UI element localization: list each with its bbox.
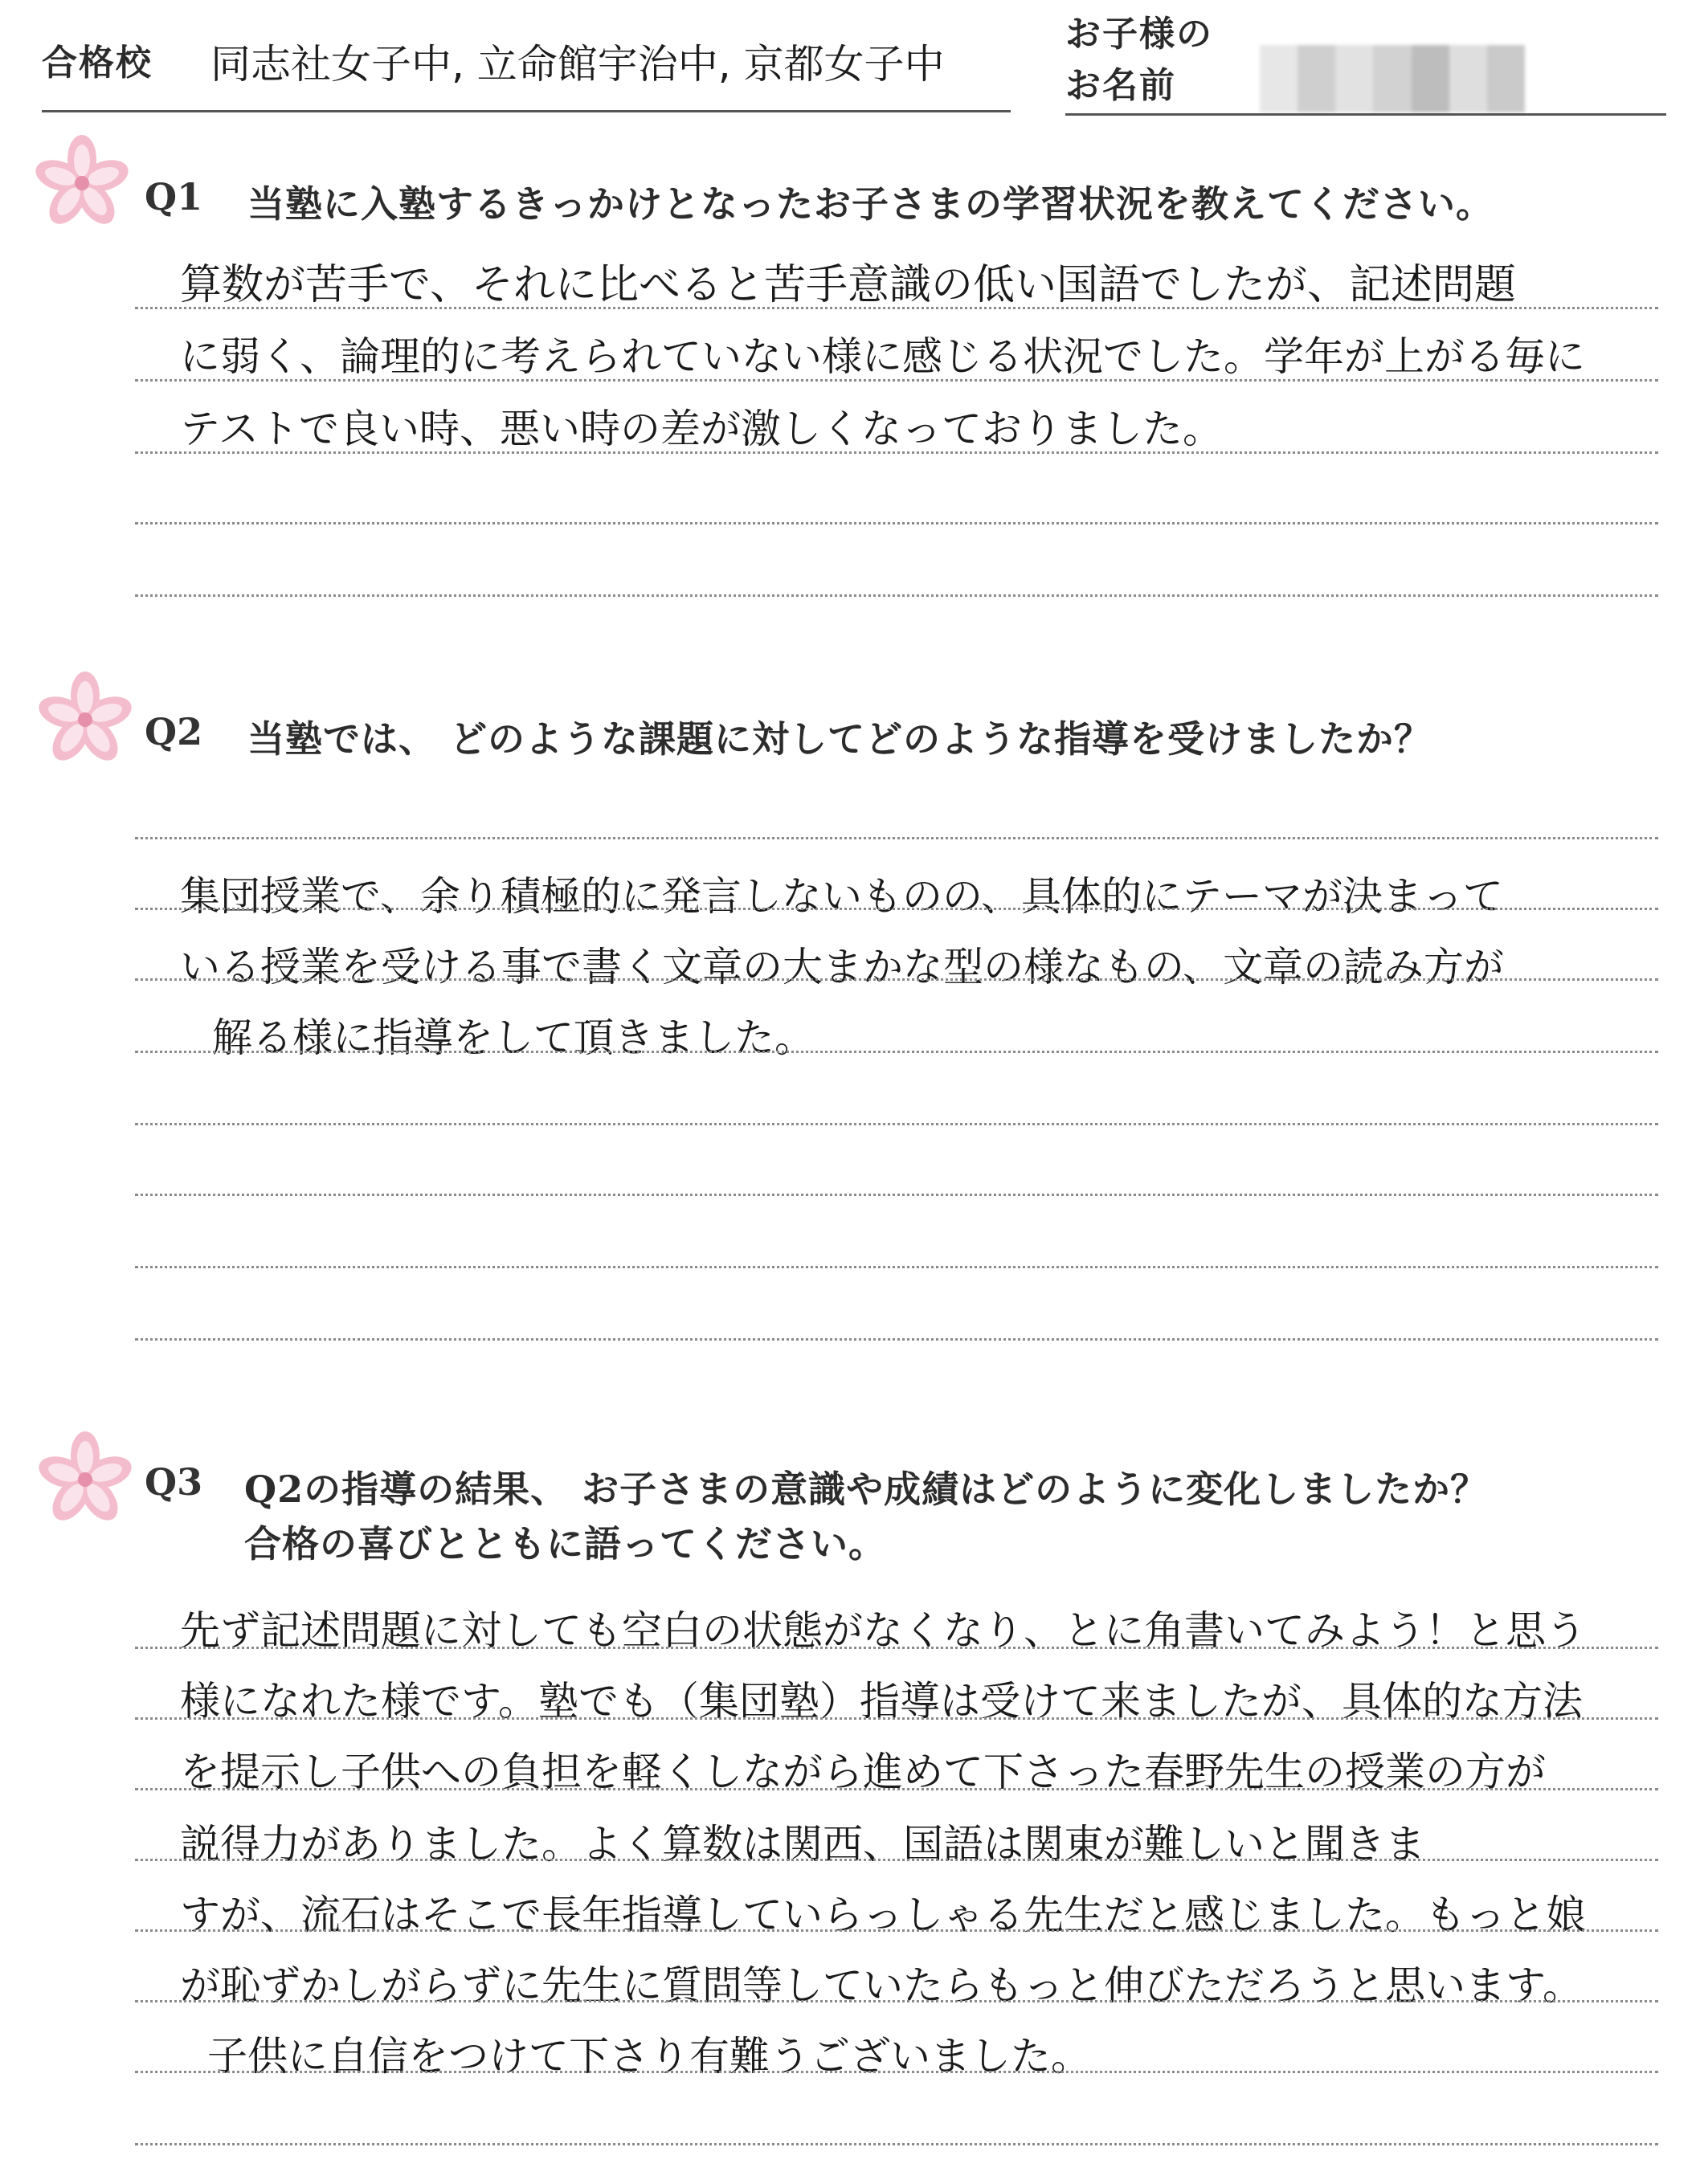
school-label: 合格校: [42, 43, 153, 84]
q3-answer-line-5: すが、流石はそこで長年指導していらっしゃる先生だと感じました。もっと娘: [180, 1892, 1586, 1938]
q3-number: Q3: [145, 1460, 203, 1504]
q1-number: Q1: [145, 175, 203, 218]
answer-rule: [135, 1717, 1658, 1720]
answer-rule: [135, 1194, 1658, 1196]
answer-rule: [135, 379, 1658, 382]
q2-answer-line-1: 集団授業で、余り積極的に発言しないものの、具体的にテーマが決まって: [180, 873, 1503, 920]
answer-rule: [135, 1123, 1658, 1125]
q3-text-line1: Q2の指導の結果、 お子さまの意識や成績はどのように変化しましたか？: [244, 1468, 1489, 1511]
q1-answer-line-3: テストで良い時、悪い時の差が激しくなっておりました。: [180, 406, 1223, 452]
answer-rule: [135, 1051, 1658, 1053]
q3-text-line2: 合格の喜びとともに語ってください。: [244, 1522, 886, 1566]
answer-rule: [135, 1859, 1658, 1861]
q1-text: 当塾に入塾するきっかけとなったお子さまの学習状況を教えてください。: [247, 182, 1494, 226]
answer-rule: [135, 307, 1658, 309]
answer-rule: [135, 522, 1658, 525]
school-value: 同志社女子中, 立命館宇治中, 京都女子中: [210, 41, 945, 88]
answer-rule: [135, 837, 1658, 839]
answer-rule: [135, 2143, 1658, 2145]
q3-answer-line-4: 説得力がありました。よく算数は関西、国語は関東が難しいと聞きま: [180, 1821, 1425, 1868]
name-redaction-mosaic: [1260, 45, 1525, 112]
q3-answer-line-1: 先ず記述問題に対しても空白の状態がなくなり、とに角書いてみよう！と思う: [180, 1607, 1586, 1654]
name-label-line2: お名前: [1065, 65, 1176, 106]
answer-rule: [135, 978, 1658, 981]
answer-rule: [135, 1788, 1658, 1790]
sakura-icon: [35, 670, 135, 770]
sakura-icon: [32, 133, 132, 233]
q3-answer-line-7: 子供に自信をつけて下さり有難うございました。: [207, 2033, 1091, 2080]
q3-answer-line-2: 様になれた様です。塾でも（集団塾）指導は受けて来ましたが、具体的な方法: [180, 1678, 1583, 1725]
q2-answer-line-2: いる授業を受ける事で書く文章の大まかな型の様なもの、文章の読み方が: [180, 944, 1504, 990]
answer-rule: [135, 1647, 1658, 1649]
q2-text: 当塾では、 どのような課題に対してどのような指導を受けましたか？: [247, 717, 1432, 761]
q1-answer-line-1: 算数が苦手で、それに比べると苦手意識の低い国語でしたが、記述問題: [180, 261, 1516, 309]
answer-rule: [135, 908, 1658, 910]
name-label-line1: お子様の: [1065, 14, 1213, 55]
answer-rule: [135, 1929, 1658, 1932]
answer-rule: [135, 2000, 1658, 2002]
answer-rule: [135, 594, 1658, 597]
answer-rule: [135, 1338, 1658, 1341]
answer-rule: [135, 451, 1658, 454]
sakura-icon: [35, 1430, 135, 1529]
q2-number: Q2: [145, 710, 203, 753]
school-underline: [42, 110, 1011, 112]
q2-answer-line-3: 解る様に指導をして頂きました。: [212, 1014, 815, 1061]
name-underline: [1065, 113, 1666, 116]
q1-answer-line-2: に弱く、論理的に考えられていない様に感じる状況でした。学年が上がる毎に: [180, 333, 1585, 380]
answer-rule: [135, 2071, 1658, 2073]
answer-rule: [135, 1266, 1658, 1268]
q3-answer-line-6: が恥ずかしがらずに先生に質問等していたらもっと伸びただろうと思います。: [180, 1962, 1583, 2009]
q3-answer-line-3: を提示し子供への負担を軽くしながら進めて下さった春野先生の授業の方が: [180, 1749, 1546, 1795]
